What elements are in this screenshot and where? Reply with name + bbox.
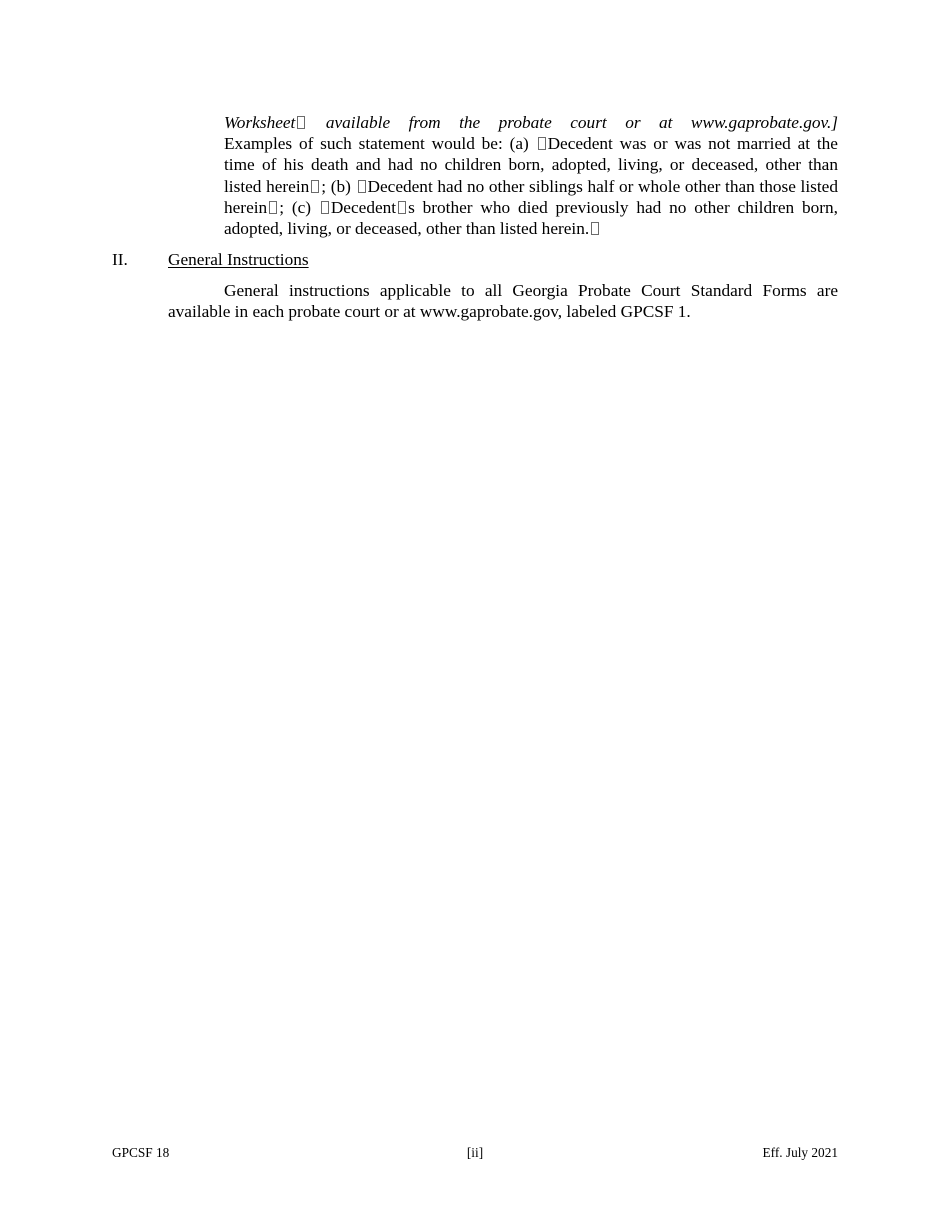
section-title: General Instructions [168,250,309,269]
effective-date: Eff. July 2021 [762,1145,838,1160]
example-a: Decedent was or was not married at the time of his death and had no children born, adopted, living, or deceased, other than listed herein [224,134,838,196]
form-id: GPCSF 18 [112,1145,170,1160]
example-c-start: Decedent [330,197,397,217]
missing-glyph-icon [358,180,366,193]
missing-glyph-icon [538,137,546,150]
example-b: Decedent had no other siblings half or whole other than those listed herein [224,176,838,217]
missing-glyph-icon [311,180,319,193]
example-c-end: s brother who died previously had no other children born, adopted, living, or deceased, other than listed herein. [224,197,838,239]
missing-glyph-icon [269,201,277,214]
missing-glyph-icon [321,201,329,214]
example-c-separator: ; (c) [279,197,319,217]
examples-paragraph [224,112,838,239]
example-b-separator: ; (b) [321,176,356,196]
missing-glyph-icon [297,116,305,129]
missing-glyph-icon [398,201,406,214]
examples-text [224,133,838,239]
missing-glyph-icon [591,222,599,235]
section-number: II. [112,250,128,269]
worksheet-word: Worksheet [224,113,296,132]
general-instructions-paragraph: General instructions applicable to all Georgia Probate Court Standard Forms are available in each probate court or at www.gaprobate.gov, labeled GPCSF 1. [168,281,838,322]
worksheet-reference-line [224,112,838,133]
examples-intro: Examples of such statement would be: (a) [224,134,536,154]
worksheet-tail: available from the probate court or at www.gaprobate.gov.] [307,113,838,132]
page-number: [ii] [466,1145,484,1160]
